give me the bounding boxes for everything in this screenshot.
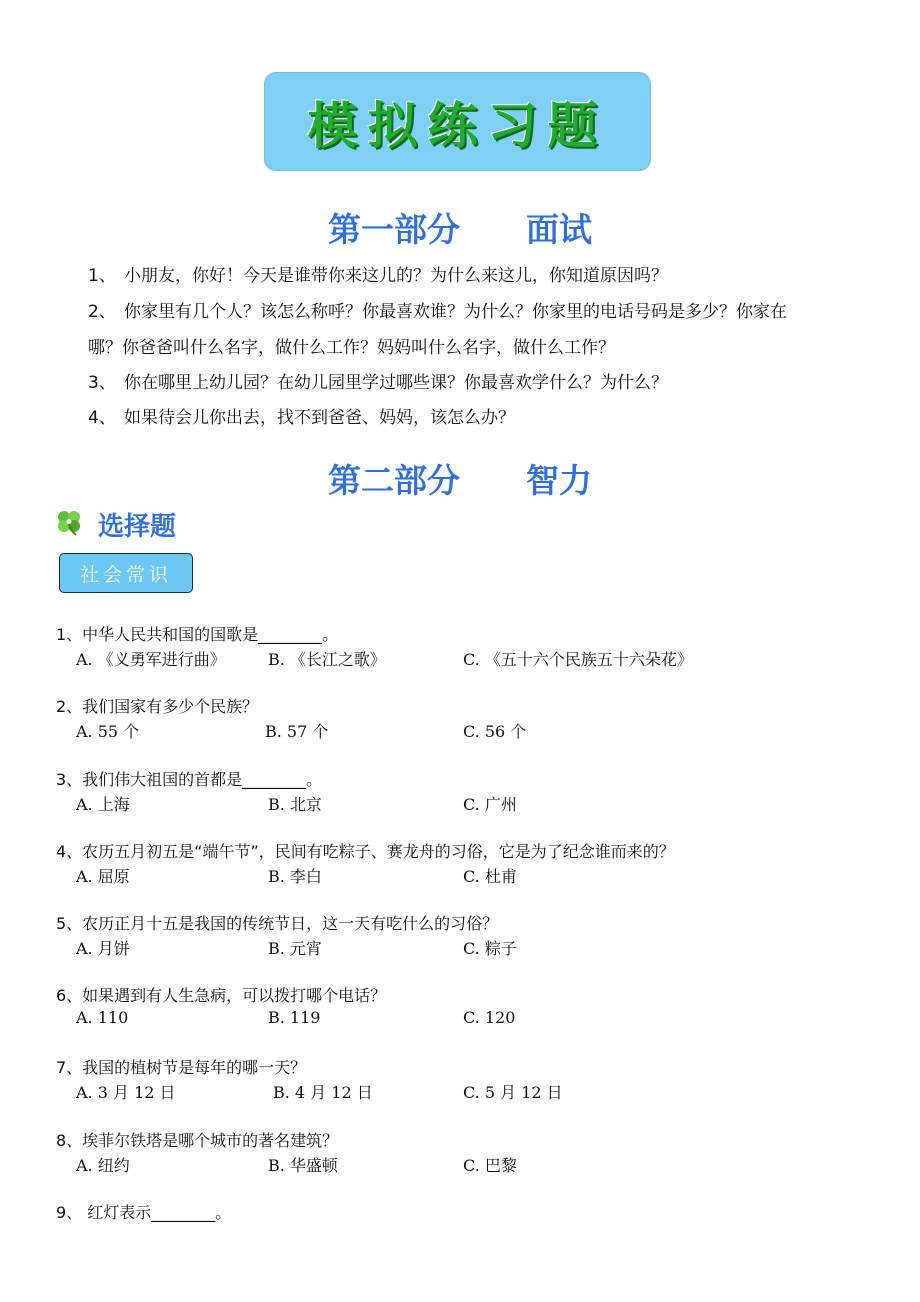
question-3: 3、我们伟大祖国的首都是________。 [56,770,323,789]
question-4-option-c: C. 杜甫 [463,867,517,886]
question-3-option-a: A. 上海 [76,795,130,814]
question-4-option-b: B. 李白 [268,867,322,886]
question-9: 9、 红灯表示________。 [56,1203,232,1222]
question-text: 你家里有几个人？该怎么称呼？你最喜欢谁？为什么？你家里的电话号码是多少？你家在 [124,302,787,322]
title-banner [264,72,651,171]
category-tag [59,553,193,593]
question-2: 2、我们国家有多少个民族？ [56,697,259,716]
question-1: 1、中华人民共和国的国歌是________。 [56,625,339,644]
interview-question-3 [88,368,668,393]
question-5-option-a: A. 月饼 [76,939,130,958]
question-7-option-b: B. 4 月 12 日 [273,1083,373,1102]
question-4-option-a: A. 屈原 [76,867,130,886]
question-1-option-c: C. 《五十六个民族五十六朵花》 [463,650,693,669]
question-6-option-a: A. 110 [76,1008,129,1027]
question-2-option-b: B. 57 个 [265,722,329,741]
interview-question-1 [88,261,668,286]
question-5-option-c: C. 粽子 [463,939,517,958]
question-6-option-b: B. 119 [268,1008,321,1027]
question-number: 1、 [88,266,116,286]
question-4: 4、农历五月初五是“端午节”，民间有吃粽子、赛龙舟的习俗，它是为了纪念谁而来的？ [56,842,675,861]
question-number: 3、 [88,373,116,393]
question-number: 4、 [88,408,116,428]
interview-question-2-continued: 哪？你爸爸叫什么名字，做什么工作？妈妈叫什么名字，做什么工作？ [88,338,615,358]
interview-question-2 [88,297,787,322]
question-3-option-c: C. 广州 [463,795,517,814]
question-8-option-b: B. 华盛顿 [268,1156,338,1175]
question-text: 你在哪里上幼儿园？在幼儿园里学过哪些课？你最喜欢学什么？为什么？ [124,373,668,393]
interview-question-4 [88,403,515,428]
question-1-option-a: A. 《义勇军进行曲》 [76,650,226,669]
question-2-option-c: C. 56 个 [463,722,527,741]
question-text: 如果待会儿你出去，找不到爸爸、妈妈，该怎么办？ [124,408,515,428]
part2-heading: 第二部分 智力 [328,461,592,500]
part1-heading: 第一部分 面试 [328,210,592,249]
category-tag-label: 社会常识 [79,563,172,586]
question-8-option-c: C. 巴黎 [463,1156,517,1175]
question-7-option-a: A. 3 月 12 日 [76,1083,176,1102]
question-2-option-a: A. 55 个 [76,722,140,741]
choice-section-title: 选择题 [98,512,177,542]
question-8-option-a: A. 纽约 [76,1156,130,1175]
question-1-option-b: B. 《长江之歌》 [268,650,386,669]
question-7: 7、我国的植树节是每年的哪一天？ [56,1058,307,1077]
question-6-option-c: C. 120 [463,1008,516,1027]
question-6: 6、如果遇到有人生急病，可以拨打哪个电话？ [56,986,387,1005]
question-5: 5、农历正月十五是我国的传统节日，这一天有吃什么的习俗？ [56,914,499,933]
question-5-option-b: B. 元宵 [268,939,322,958]
question-number: 2、 [88,302,116,322]
question-8: 8、埃菲尔铁塔是哪个城市的著名建筑？ [56,1131,339,1150]
question-7-option-c: C. 5 月 12 日 [463,1083,563,1102]
page-title: 模拟练习题 [307,96,608,155]
question-3-option-b: B. 北京 [268,795,322,814]
four-leaf-clover-icon [55,508,83,536]
question-text: 小朋友，你好！今天是谁带你来这儿的？为什么来这儿，你知道原因吗？ [124,266,668,286]
